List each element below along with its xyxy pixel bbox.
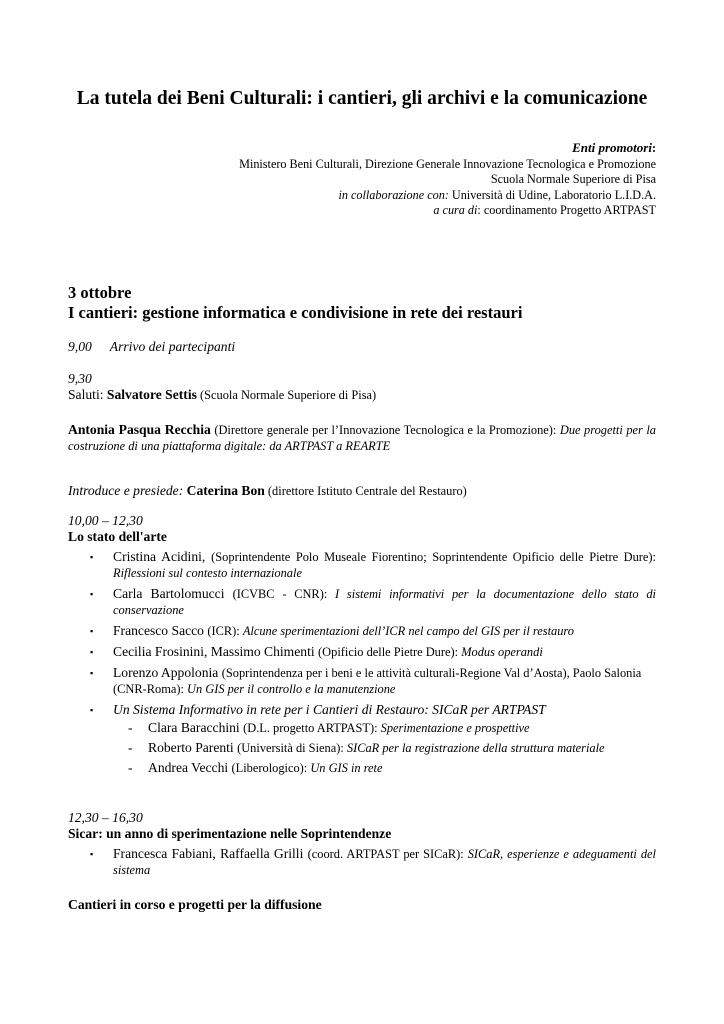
collab-text: Università di Udine, Laboratorio L.I.D.A. <box>448 187 656 202</box>
promoters-line-1: Ministero Beni Culturali, Direzione Generale Innovazione Tecnologica e Promozione <box>239 156 656 171</box>
speaker-role: (Università di Siena): <box>237 741 347 755</box>
promoters-colon: : <box>651 141 656 155</box>
chair-row <box>68 483 656 499</box>
greetings-time: 9,30 <box>68 371 92 386</box>
promoters-line-2: Scuola Normale Superiore di Pisa <box>490 172 656 186</box>
dash-icon: - <box>128 720 133 735</box>
promoters-block <box>239 140 656 219</box>
bullet-icon: ▪ <box>90 626 94 636</box>
greetings-role: (Scuola Normale Superiore di Pisa) <box>196 388 377 402</box>
session-1-title: Lo stato dell'arte <box>68 529 167 544</box>
talk-title: Riflessioni sul contesto internazionale <box>113 566 302 580</box>
talk-title: Un GIS per il controllo e la manutenzione <box>187 682 396 696</box>
list-item <box>68 586 656 618</box>
bullet-icon: ▪ <box>90 668 94 678</box>
promoters-label: Enti promotori <box>572 140 652 155</box>
speaker-name: Roberto Parenti <box>148 740 238 755</box>
arrival-row <box>68 339 656 355</box>
talk-title: I sistemi informativi per la documentazione dello stato di conservazione <box>113 587 656 617</box>
bullet-icon: ▪ <box>90 705 94 715</box>
list-item <box>68 549 656 581</box>
cura-text: : coordinamento Progetto ARTPAST <box>477 203 656 217</box>
bullet-icon: ▪ <box>90 552 94 562</box>
talk-title: SICaR per la registrazione della struttura materiale <box>346 741 605 755</box>
bullet-icon: ▪ <box>90 589 94 599</box>
recchia-name: Antonia Pasqua Recchia <box>68 422 211 437</box>
speaker-name: Cristina Acidini, <box>113 549 212 564</box>
chair-name: Caterina Bon <box>186 483 265 498</box>
speaker-name: Carla Bartolomucci <box>113 586 233 601</box>
session-2-title: Sicar: un anno di sperimentazione nelle Soprintendenze <box>68 826 392 841</box>
speaker-role: (Soprintendenza per i beni e le attività culturali-Regione Val d’Aosta), Paolo Salonia (CNR-Roma): <box>113 666 642 696</box>
chair-role: (direttore Istituto Centrale del Restauro) <box>264 484 467 498</box>
recchia-role: (Direttore generale per l’Innovazione Tecnologica e la Promozione): <box>210 423 560 437</box>
session-2-time: 12,30 – 16,30 <box>68 810 143 825</box>
list-item <box>113 740 656 756</box>
greetings-label: Saluti: <box>68 387 107 402</box>
sicar-title: Un Sistema Informativo in rete per i Cantieri di Restauro: SICaR per ARTPAST <box>113 702 546 717</box>
arrival-time: 9,00 <box>68 339 92 354</box>
dash-icon: - <box>128 740 133 755</box>
session-2 <box>68 810 656 883</box>
day-header <box>68 283 656 323</box>
recchia-talk-tail: : da ARTPAST a REARTE <box>262 439 391 453</box>
speaker-role: (coord. ARTPAST per SICaR): <box>307 847 468 861</box>
list-item <box>68 846 656 878</box>
speaker-name: Francesco Sacco <box>113 623 208 638</box>
dash-icon: - <box>128 760 133 775</box>
speaker-role: (Liberologico): <box>231 761 311 775</box>
sicar-list <box>113 720 656 776</box>
list-item <box>68 644 656 660</box>
recchia-talk: Due progetti per la costruzione di una piattaforma digitale <box>68 423 656 453</box>
day-date: 3 ottobre <box>68 283 132 302</box>
list-item <box>68 665 656 697</box>
cura-label: a cura di <box>433 203 478 217</box>
speaker-role: (ICVBC - CNR): <box>232 587 336 601</box>
speaker-role: (Opificio delle Pietre Dure): <box>318 645 462 659</box>
speaker-role: (D.L. progetto ARTPAST): <box>243 721 381 735</box>
collab-label: in collaborazione con: <box>338 187 449 202</box>
talk-title: Un GIS in rete <box>310 761 383 775</box>
list-item <box>113 760 656 776</box>
session-1-list <box>68 549 656 776</box>
speaker-name: Andrea Vecchi <box>148 760 232 775</box>
document-title: La tutela dei Beni Culturali: i cantieri, gli archivi e la comunicazione <box>76 88 648 109</box>
talk-title: Alcune sperimentazioni dell’ICR nel campo del GIS per il restauro <box>242 624 574 638</box>
list-item <box>68 702 656 776</box>
speaker-name: Francesca Fabiani, Raffaella Grilli <box>113 846 308 861</box>
greetings-block <box>68 371 656 403</box>
speaker-name: Lorenzo Appolonia <box>113 665 222 680</box>
list-item <box>113 720 656 736</box>
speaker-name: Clara Baracchini <box>148 720 244 735</box>
session-2-list <box>68 846 656 878</box>
speaker-name: Cecilia Frosinini, Massimo Chimenti <box>113 644 319 659</box>
session-1-time: 10,00 – 12,30 <box>68 513 143 528</box>
arrival-text: Arrivo dei partecipanti <box>109 339 236 354</box>
talk-title: Sperimentazione e prospettive <box>380 721 530 735</box>
day-heading: I cantieri: gestione informatica e condivisione in rete dei restauri <box>68 303 523 322</box>
chair-label: Introduce e presiede: <box>68 483 187 498</box>
speaker-role: (ICR): <box>207 624 243 638</box>
greetings-name: Salvatore Settis <box>106 387 197 402</box>
bullet-icon: ▪ <box>90 647 94 657</box>
bullet-icon: ▪ <box>90 849 94 859</box>
recchia-block <box>68 422 656 454</box>
speaker-role: (Soprintendente Polo Museale Fiorentino; Soprintendente Opificio delle Pietre Dure): <box>211 550 656 564</box>
talk-title: Modus operandi <box>461 645 543 659</box>
session-3-title: Cantieri in corso e progetti per la diffusione <box>68 897 322 912</box>
list-item <box>68 623 656 639</box>
session-1 <box>68 513 656 781</box>
talk-title: SICaR, esperienze e adeguamenti del sistema <box>113 847 656 877</box>
